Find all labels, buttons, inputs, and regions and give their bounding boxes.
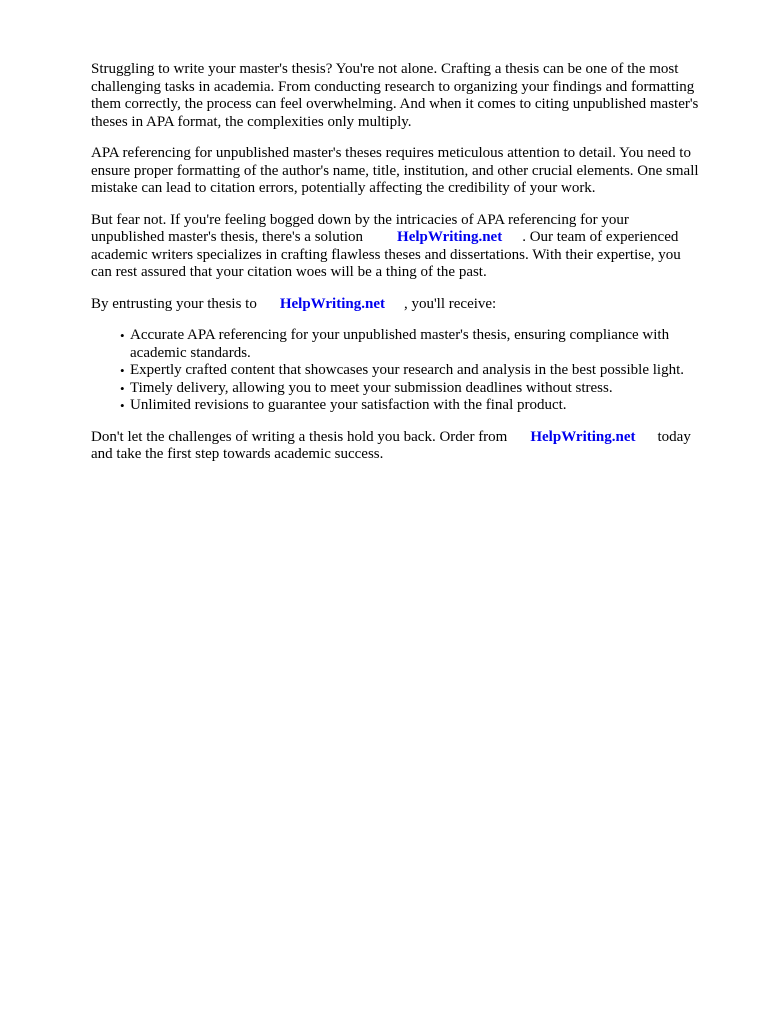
text-fragment: , you'll receive: bbox=[403, 295, 497, 312]
helpwriting-link[interactable]: HelpWriting.net bbox=[279, 295, 385, 312]
text-fragment: unpublished master's thesis, there's a solution bbox=[91, 229, 364, 245]
text-fragment: today bbox=[657, 428, 691, 445]
text-line: Expertly crafted content that showcases your research and analysis in the best possible light. bbox=[130, 362, 685, 378]
apa-paragraph bbox=[91, 145, 725, 198]
helpwriting-link[interactable]: HelpWriting.net bbox=[397, 229, 503, 245]
bullet-icon: • bbox=[120, 380, 125, 396]
text-line bbox=[91, 429, 725, 447]
text-line: Timely delivery, allowing you to meet your submission deadlines without stress. bbox=[130, 379, 613, 396]
text-line: them correctly, the process can feel overwhelming. And when it comes to citing unpublished master's bbox=[91, 96, 699, 112]
list-item bbox=[120, 380, 725, 398]
list-item bbox=[120, 397, 725, 415]
list-item bbox=[120, 362, 725, 380]
text-line: theses in APA format, the complexities only multiply. bbox=[91, 113, 412, 130]
text-line: and take the first step towards academic success. bbox=[91, 446, 384, 462]
text-fragment: Don't let the challenges of writing a thesis hold you back. Order from bbox=[91, 428, 508, 445]
text-line: APA referencing for unpublished master's theses requires meticulous attention to detail. You need to bbox=[91, 145, 691, 161]
text-line bbox=[91, 229, 725, 247]
text-line: challenging tasks in academia. From conducting research to organizing your findings and formatting bbox=[91, 78, 695, 95]
intro-paragraph bbox=[91, 61, 725, 131]
text-line: Struggling to write your master's thesis? You're not alone. Crafting a thesis can be one of the most bbox=[91, 61, 679, 77]
bullet-icon: • bbox=[120, 328, 125, 343]
text-line: ensure proper formatting of the author's name, title, institution, and other crucial elements. One small bbox=[91, 162, 699, 179]
text-line: But fear not. If you're feeling bogged down by the intricacies of APA referencing for your bbox=[91, 211, 629, 228]
benefits-list bbox=[91, 327, 725, 415]
entrust-paragraph bbox=[91, 296, 725, 314]
text-fragment: By entrusting your thesis to bbox=[91, 295, 257, 312]
text-line: academic writers specializes in crafting flawless theses and dissertations. With their expertise, you bbox=[91, 246, 681, 263]
text-line: academic standards. bbox=[130, 344, 251, 361]
list-item bbox=[120, 327, 725, 362]
text-line: Unlimited revisions to guarantee your satisfaction with the final product. bbox=[130, 397, 567, 413]
text-fragment: . Our team of experienced bbox=[522, 229, 679, 245]
bullet-icon: • bbox=[120, 363, 125, 378]
closing-paragraph bbox=[91, 429, 725, 464]
bullet-icon: • bbox=[120, 398, 125, 413]
text-line: mistake can lead to citation errors, potentially affecting the credibility of your work. bbox=[91, 180, 596, 196]
text-line: can rest assured that your citation woes will be a thing of the past. bbox=[91, 264, 487, 280]
text-line: Accurate APA referencing for your unpublished master's thesis, ensuring compliance with bbox=[130, 327, 670, 343]
helpwriting-link[interactable]: HelpWriting.net bbox=[530, 428, 636, 445]
text-line bbox=[91, 296, 725, 314]
solution-paragraph bbox=[91, 212, 725, 282]
document-page bbox=[91, 61, 725, 478]
